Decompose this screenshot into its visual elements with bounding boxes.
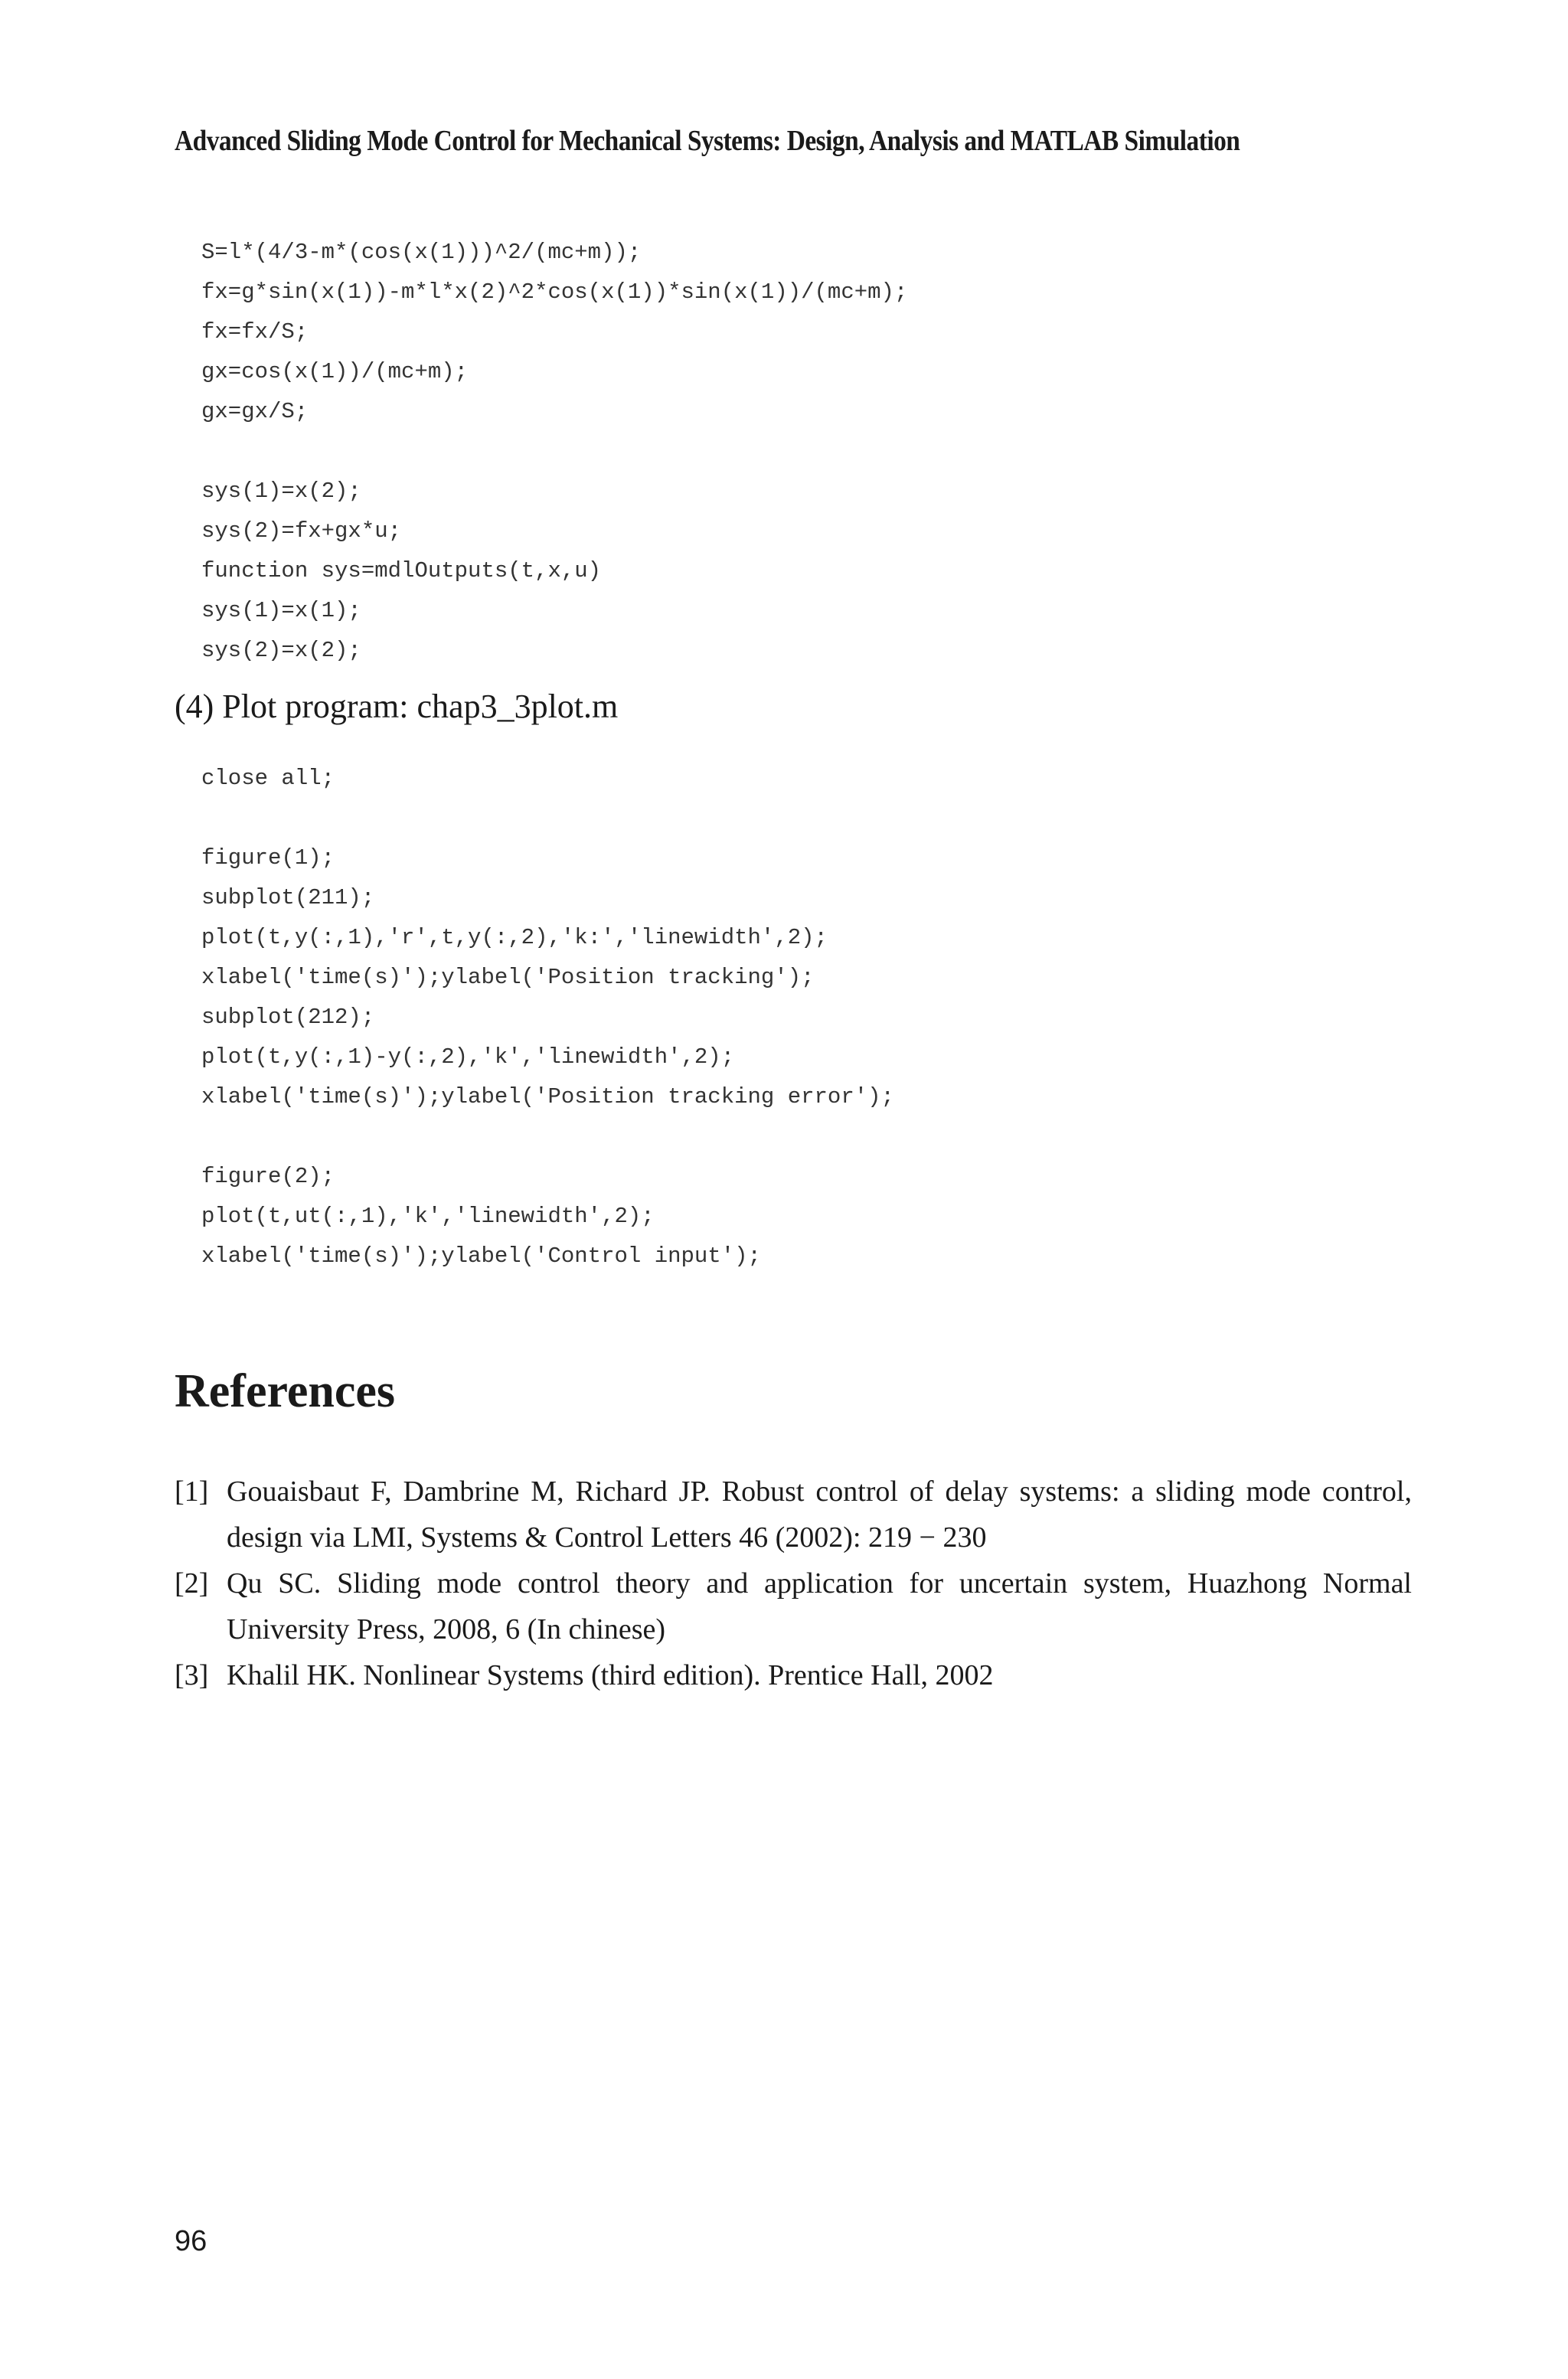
code-block-model: [201, 233, 907, 671]
code-line: sys(1)=x(1);: [201, 598, 361, 623]
reference-text: Qu SC. Sliding mode control theory and application for uncertain system, Huazhong Normal University Press, 2008, 6 (In chinese): [227, 1567, 1412, 1645]
code-line: function sys=mdlOutputs(t,x,u): [201, 558, 602, 583]
reference-item-2: [175, 1560, 1412, 1652]
code-line-blank: [201, 432, 907, 472]
code-line: close all;: [201, 766, 335, 791]
code-line: S=l*(4/3-m*(cos(x(1)))^2/(mc+m));: [201, 240, 642, 265]
code-line: sys(1)=x(2);: [201, 479, 361, 504]
code-line: fx=fx/S;: [201, 319, 309, 345]
code-line: sys(2)=x(2);: [201, 638, 361, 663]
code-line: subplot(211);: [201, 885, 375, 910]
page-number: 96: [175, 2225, 207, 2257]
reference-item-1: [175, 1469, 1412, 1560]
references-heading: References: [175, 1365, 396, 1417]
code-line: xlabel('time(s)');ylabel('Position tracking');: [201, 965, 815, 990]
code-line: plot(t,y(:,1),'r',t,y(:,2),'k:','linewidth',2);: [201, 925, 828, 950]
reference-text: Gouaisbaut F, Dambrine M, Richard JP. Robust control of delay systems: a sliding mode control, design via LMI, Systems & Control Letters 46 (2002): 219 − 230: [227, 1475, 1412, 1554]
code-line: xlabel('time(s)');ylabel('Position tracking error');: [201, 1084, 894, 1109]
code-line: xlabel('time(s)');ylabel('Control input');: [201, 1243, 761, 1269]
code-line: gx=gx/S;: [201, 399, 309, 424]
code-line: subplot(212);: [201, 1005, 375, 1030]
reference-item-3: [175, 1652, 1412, 1698]
reference-text: Khalil HK. Nonlinear Systems (third edition). Prentice Hall, 2002: [227, 1659, 994, 1691]
reference-number: [3]: [175, 1659, 209, 1691]
code-line: plot(t,ut(:,1),'k','linewidth',2);: [201, 1204, 655, 1229]
running-header: Advanced Sliding Mode Control for Mechanical Systems: Design, Analysis and MATLAB Simulation: [175, 125, 1240, 157]
code-line-blank: [201, 1117, 894, 1157]
code-line: figure(2);: [201, 1164, 335, 1189]
code-line: sys(2)=fx+gx*u;: [201, 518, 402, 544]
code-line: figure(1);: [201, 845, 335, 871]
code-line-blank: [201, 799, 894, 838]
reference-list: [175, 1469, 1412, 1698]
code-line: plot(t,y(:,1)-y(:,2),'k','linewidth',2);: [201, 1044, 735, 1070]
reference-number: [2]: [175, 1567, 209, 1600]
plot-program-subheading: (4) Plot program: chap3_3plot.m: [175, 688, 619, 725]
reference-number: [1]: [175, 1475, 209, 1508]
code-block-plot: [201, 759, 894, 1276]
code-line: gx=cos(x(1))/(mc+m);: [201, 359, 469, 384]
code-line: fx=g*sin(x(1))-m*l*x(2)^2*cos(x(1))*sin(x(1))/(mc+m);: [201, 279, 908, 305]
